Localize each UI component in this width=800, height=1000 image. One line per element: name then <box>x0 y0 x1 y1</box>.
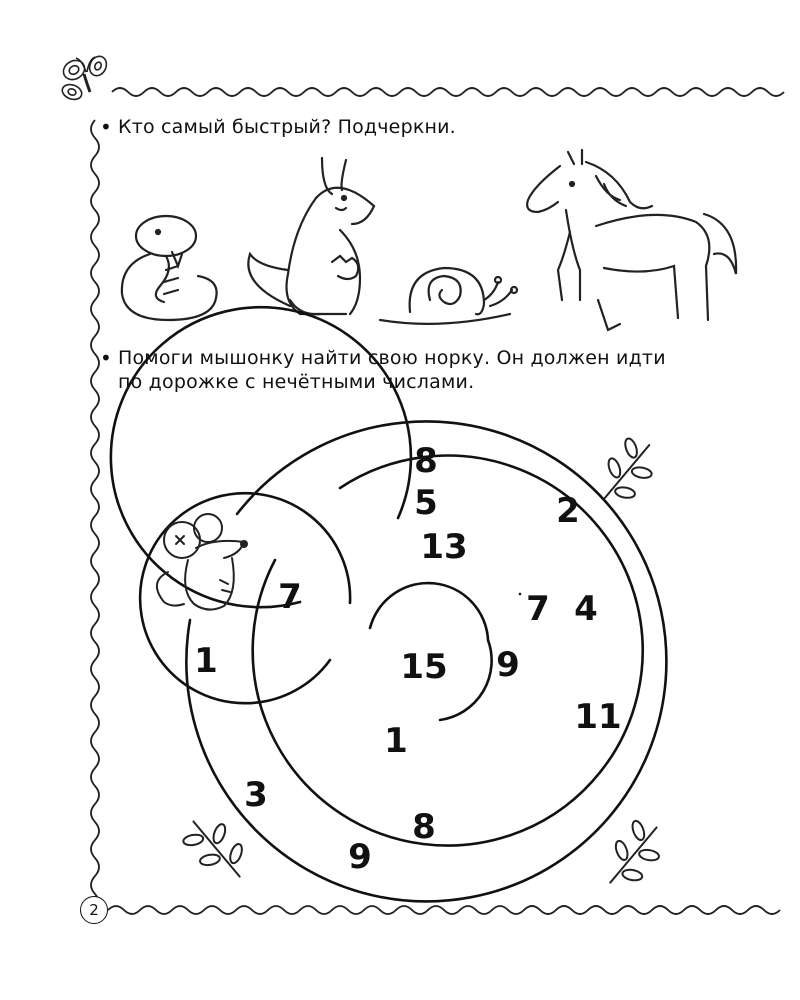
maze-number: 2 <box>556 491 580 531</box>
maze-number: 1 <box>194 641 218 681</box>
maze-number: 7 <box>278 577 302 617</box>
maze-number: 1 <box>384 721 408 761</box>
top-wavy-border <box>112 88 784 96</box>
maze-number: 15 <box>400 647 448 687</box>
maze-number: 8 <box>412 807 436 847</box>
maze-number: 11 <box>574 697 622 737</box>
branch-icon <box>587 430 667 513</box>
maze-number: 7 <box>526 589 550 629</box>
bottom-wavy-border <box>108 906 780 914</box>
branch-icon <box>593 813 675 898</box>
page-number: 2 <box>80 896 108 924</box>
maze-number: 8 <box>414 441 438 481</box>
task-2-instruction <box>100 346 718 394</box>
maze-number: 5 <box>414 483 438 523</box>
butterfly-icon <box>60 54 110 102</box>
maze-number: 4 <box>574 589 598 629</box>
task-1-instruction <box>100 115 456 139</box>
bullet: • <box>100 346 112 370</box>
maze-number: 13 <box>420 527 468 567</box>
task-2-line-1: Помоги мышонку найти свою норку. Он должен идти <box>118 347 666 369</box>
maze-ring-2 <box>253 456 643 846</box>
snail-icon <box>380 268 517 324</box>
task-2-line-2: по дорожке с нечётными числами. <box>118 371 475 393</box>
maze-number: 3 <box>244 775 268 815</box>
maze-number: 9 <box>348 837 372 877</box>
kangaroo-icon <box>248 158 374 314</box>
horse-icon <box>527 150 736 330</box>
task-1-text: Кто самый быстрый? Подчеркни. <box>118 116 456 138</box>
bullet: • <box>100 115 112 139</box>
snake-icon <box>122 216 217 320</box>
left-wavy-border <box>91 120 99 912</box>
maze-number: 9 <box>496 645 520 685</box>
